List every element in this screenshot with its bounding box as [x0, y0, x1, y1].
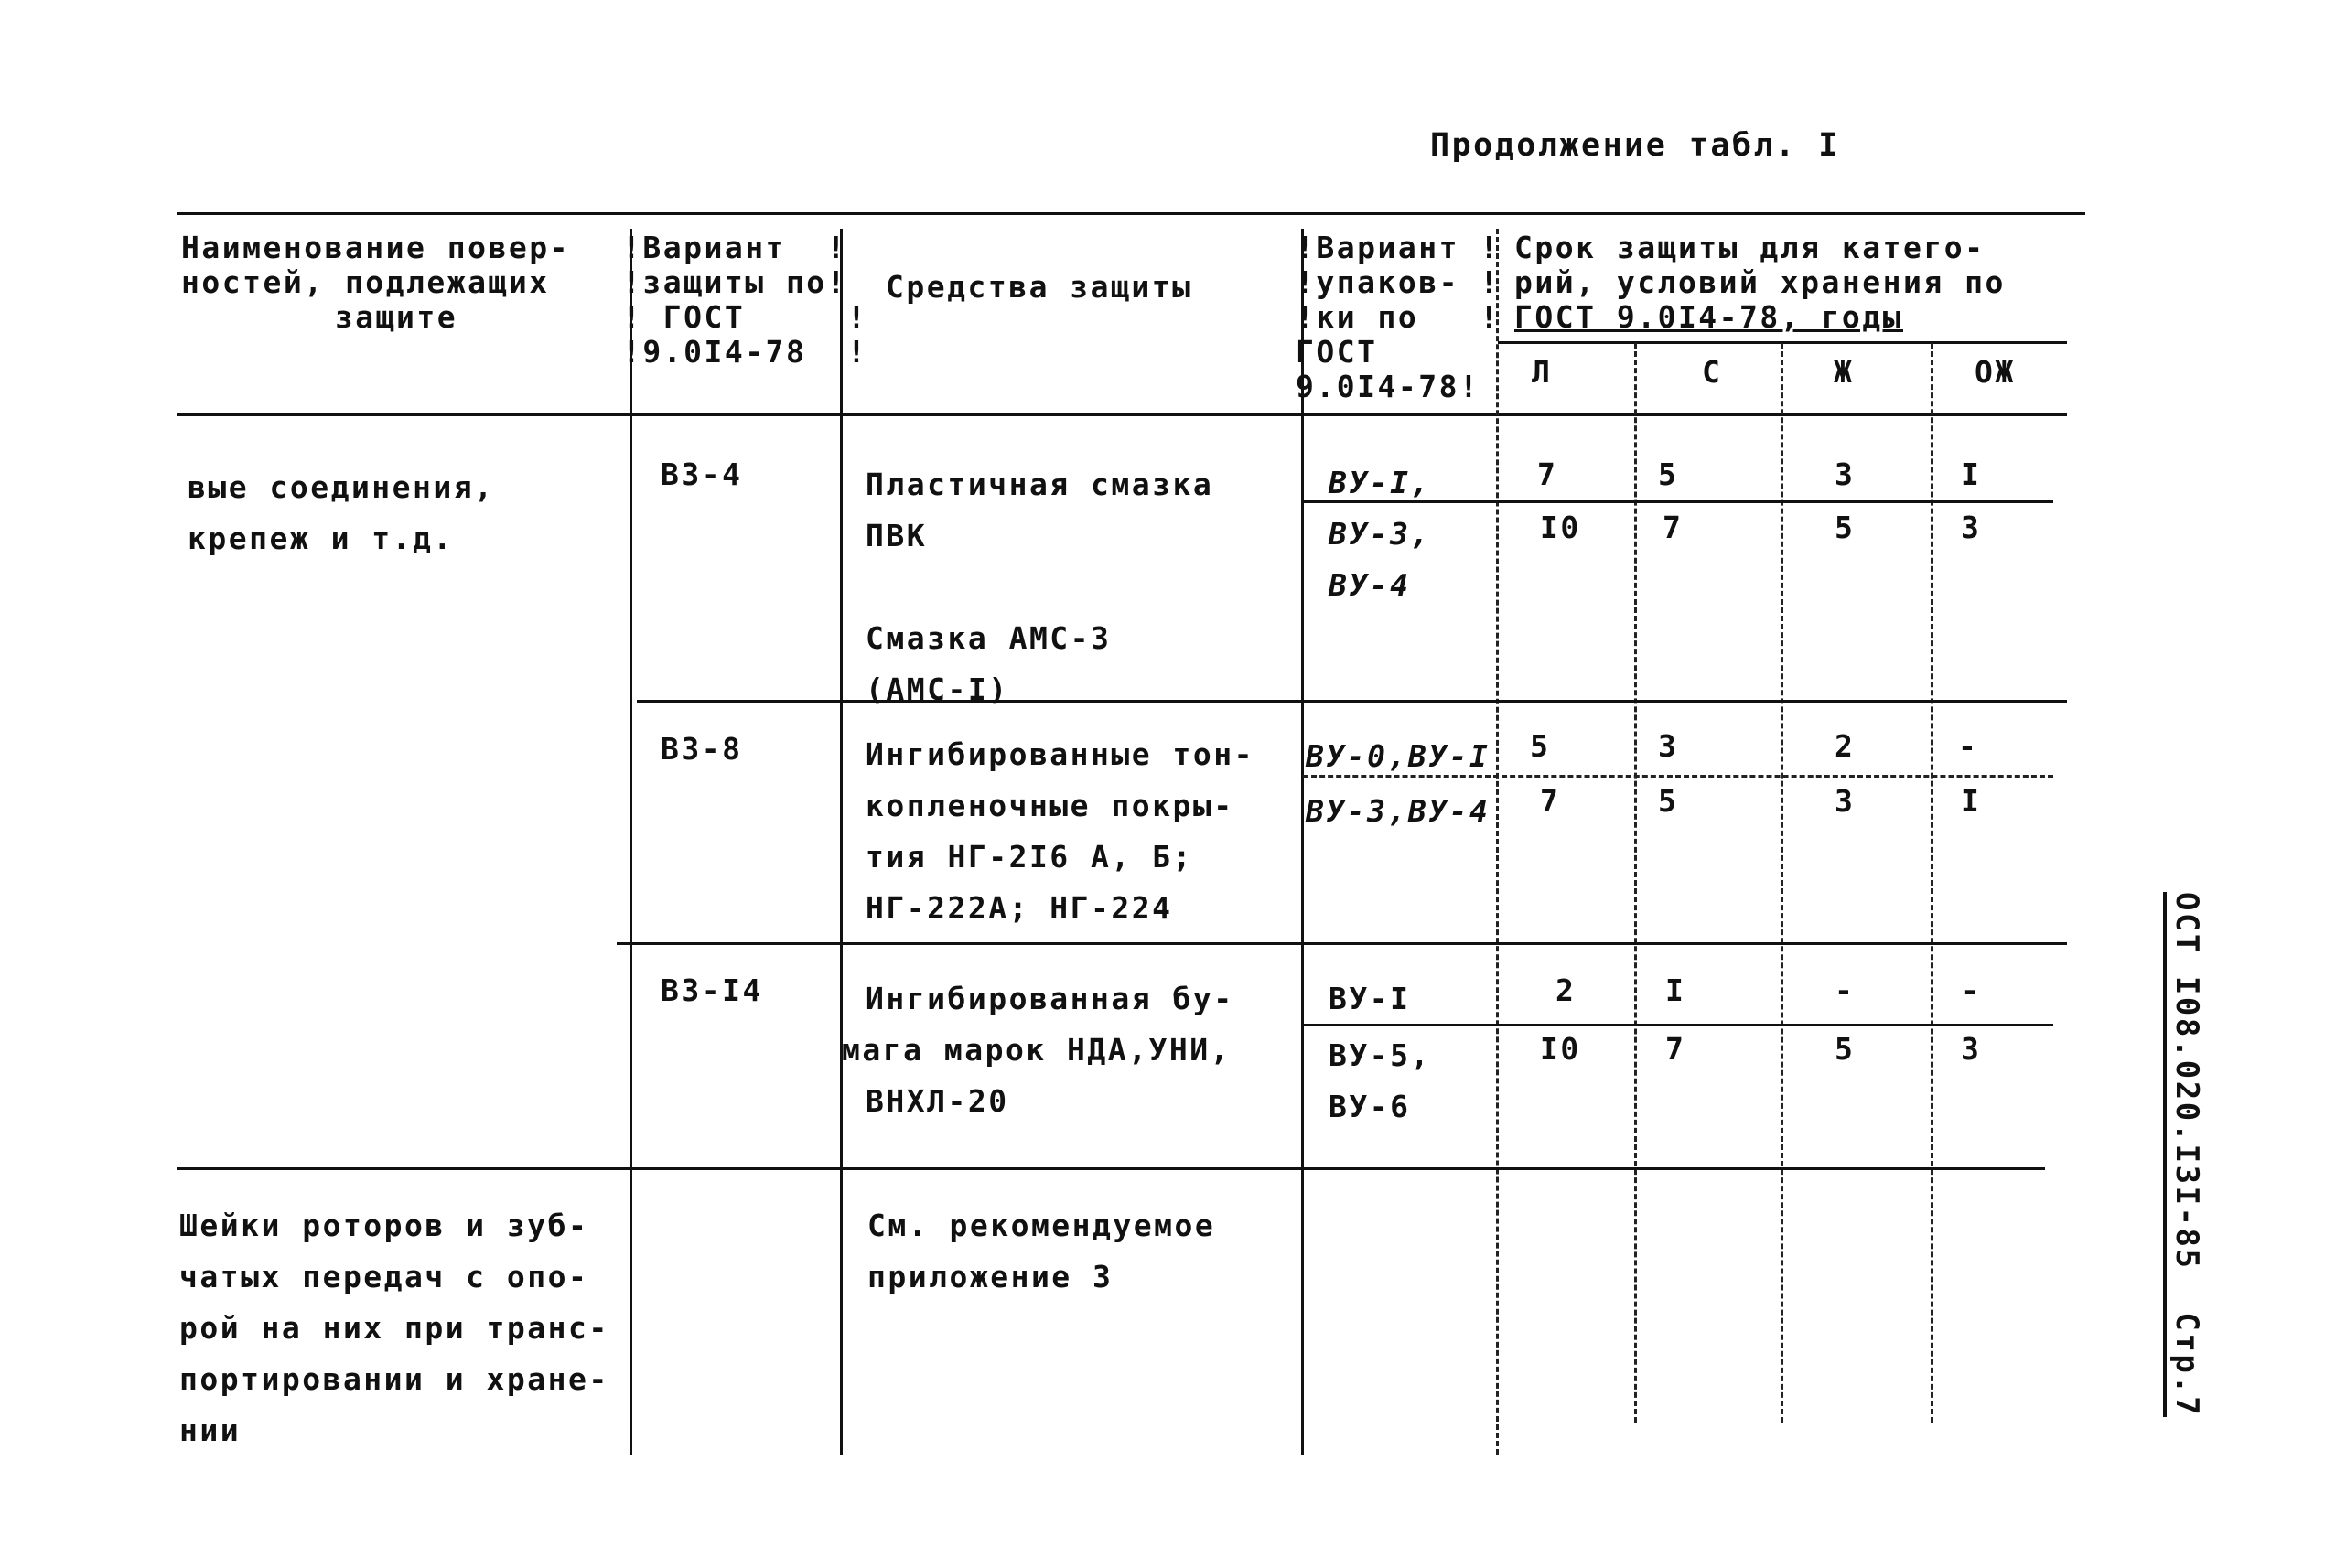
cell-line: Смазка АМС-3 [866, 620, 1112, 656]
cell-line: ВУ-I [1329, 981, 1411, 1016]
cell-line: вые соединения, [188, 469, 495, 505]
cell-line: крепеж и т.д. [188, 521, 454, 556]
term-value: 3 [1658, 728, 1679, 764]
col-divider [1634, 343, 1637, 1423]
term-value: 3 [1961, 510, 1982, 545]
header-line: !Вариант ! [622, 230, 848, 265]
cell-line: ПВК [866, 518, 928, 553]
header-line: ГОСТ 9.0I4-78, годы [1514, 299, 1903, 335]
col-divider [840, 229, 843, 1455]
cell-line: Ингибированная бу- [866, 981, 1234, 1016]
cell-line: НГ-222А; НГ-224 [866, 890, 1173, 926]
header-line: Срок защиты для катего- [1514, 230, 1986, 265]
cell-line: портировании и хране- [179, 1361, 609, 1397]
category-s: С [1702, 354, 1723, 390]
cell-line: ВУ-6 [1329, 1089, 1411, 1124]
cell-line: мага марок НДА,УНИ, [842, 1032, 1231, 1068]
means-cell [842, 973, 1234, 1127]
pack-cell [1306, 729, 1490, 839]
header-protection-variant [622, 231, 867, 370]
cell-line: чатых передач с опо- [179, 1259, 589, 1294]
term-value: 7 [1665, 1031, 1686, 1067]
header-means: Средства защиты [886, 269, 1193, 305]
col-divider [1301, 229, 1304, 1455]
surface-cell [179, 1200, 609, 1456]
header-surface [181, 231, 611, 335]
header-protection-term [1514, 231, 2006, 335]
group-rule [637, 700, 2067, 703]
means-cell [866, 729, 1254, 934]
col-divider [1931, 343, 1933, 1423]
cell-line: нии [179, 1412, 242, 1448]
header-line: !Вариант ! [1296, 230, 1501, 265]
term-value: 7 [1537, 456, 1558, 492]
header-line: ! ГОСТ ! [622, 299, 868, 335]
cell-line: ВУ-4 [1329, 567, 1411, 603]
cell-line: копленочные покры- [866, 788, 1234, 823]
pack-cell [1329, 457, 1431, 611]
header-line: ностей, подлежащих [181, 264, 550, 300]
header-line: !защиты по! [622, 264, 848, 300]
cell-line: Шейки роторов и зуб- [179, 1208, 589, 1243]
header-line: !ки по ! [1296, 299, 1501, 335]
col-divider [1781, 343, 1783, 1423]
term-value: 5 [1835, 1031, 1856, 1067]
term-value: 3 [1961, 1031, 1982, 1067]
term-value: I [1961, 456, 1982, 492]
term-value: 2 [1835, 728, 1856, 764]
variant-cell: ВЗ-8 [661, 731, 743, 767]
cell-line: (АМС-I) [866, 671, 1009, 707]
col-divider [1496, 229, 1499, 1455]
category-zh: Ж [1834, 354, 1855, 390]
group-rule [177, 1167, 2045, 1170]
col-divider [630, 229, 632, 1455]
term-value: 3 [1835, 456, 1856, 492]
header-line: рий, условий хранения по [1514, 264, 2006, 300]
table-continuation-title: Продолжение табл. I [1430, 127, 1840, 164]
term-value: - [1835, 972, 1856, 1008]
category-ozh: ОЖ [1975, 354, 2016, 390]
cell-line: рой на них при транс- [179, 1310, 609, 1346]
header-bottom-rule [177, 413, 2067, 416]
surface-cell [188, 462, 495, 564]
cell-line: Пластичная смазка [866, 467, 1214, 502]
cell-line: ВУ-I, [1329, 465, 1431, 500]
term-value: 3 [1835, 783, 1856, 819]
header-line: Наименование повер- [181, 230, 570, 265]
term-value: 7 [1663, 510, 1684, 545]
term-value: - [1958, 728, 1979, 764]
term-value: I [1665, 972, 1686, 1008]
header-line: !9.0I4-78 ! [622, 334, 868, 370]
header-pack-variant [1296, 231, 1501, 404]
cell-line: приложение 3 [867, 1259, 1114, 1294]
cell-line: ВУ-3, [1329, 516, 1431, 552]
term-value: - [1961, 972, 1982, 1008]
header-line: !упаков- ! [1296, 264, 1501, 300]
means-cell [867, 1200, 1215, 1303]
term-value: 2 [1555, 972, 1577, 1008]
term-value: 5 [1658, 456, 1679, 492]
cell-line: ВУ-3,ВУ-4 [1306, 793, 1491, 829]
cell-line: ВНХЛ-20 [866, 1083, 1009, 1119]
variant-cell: ВЗ-I4 [661, 972, 763, 1008]
cell-line: ВУ-5, [1329, 1037, 1431, 1073]
cell-line: Ингибированные тон- [866, 736, 1254, 772]
means-cell [866, 459, 1213, 715]
pack-cell [1329, 973, 1431, 1133]
document-code-label: ОСТ I08.020.I3I-85 Стр.7 [2163, 892, 2205, 1417]
cell-line: См. рекомендуемое [867, 1208, 1216, 1243]
variant-cell: ВЗ-4 [661, 456, 743, 492]
header-line: 9.0I4-78! [1296, 369, 1480, 404]
cell-line: тия НГ-2I6 А, Б; [866, 839, 1193, 875]
term-value: I0 [1540, 510, 1581, 545]
header-line: защите [334, 299, 458, 335]
cell-line: ВУ-0,ВУ-I [1306, 738, 1491, 774]
header-line: ГОСТ [1296, 334, 1378, 370]
category-l: Л [1532, 354, 1553, 390]
term-value: 5 [1835, 510, 1856, 545]
group-rule [617, 942, 2067, 945]
term-value: 5 [1658, 783, 1679, 819]
cell-line [866, 562, 1213, 613]
table-top-rule [177, 212, 2085, 215]
term-value: I [1961, 783, 1982, 819]
term-value: 7 [1540, 783, 1561, 819]
term-value: 5 [1530, 728, 1551, 764]
term-value: I0 [1540, 1031, 1581, 1067]
